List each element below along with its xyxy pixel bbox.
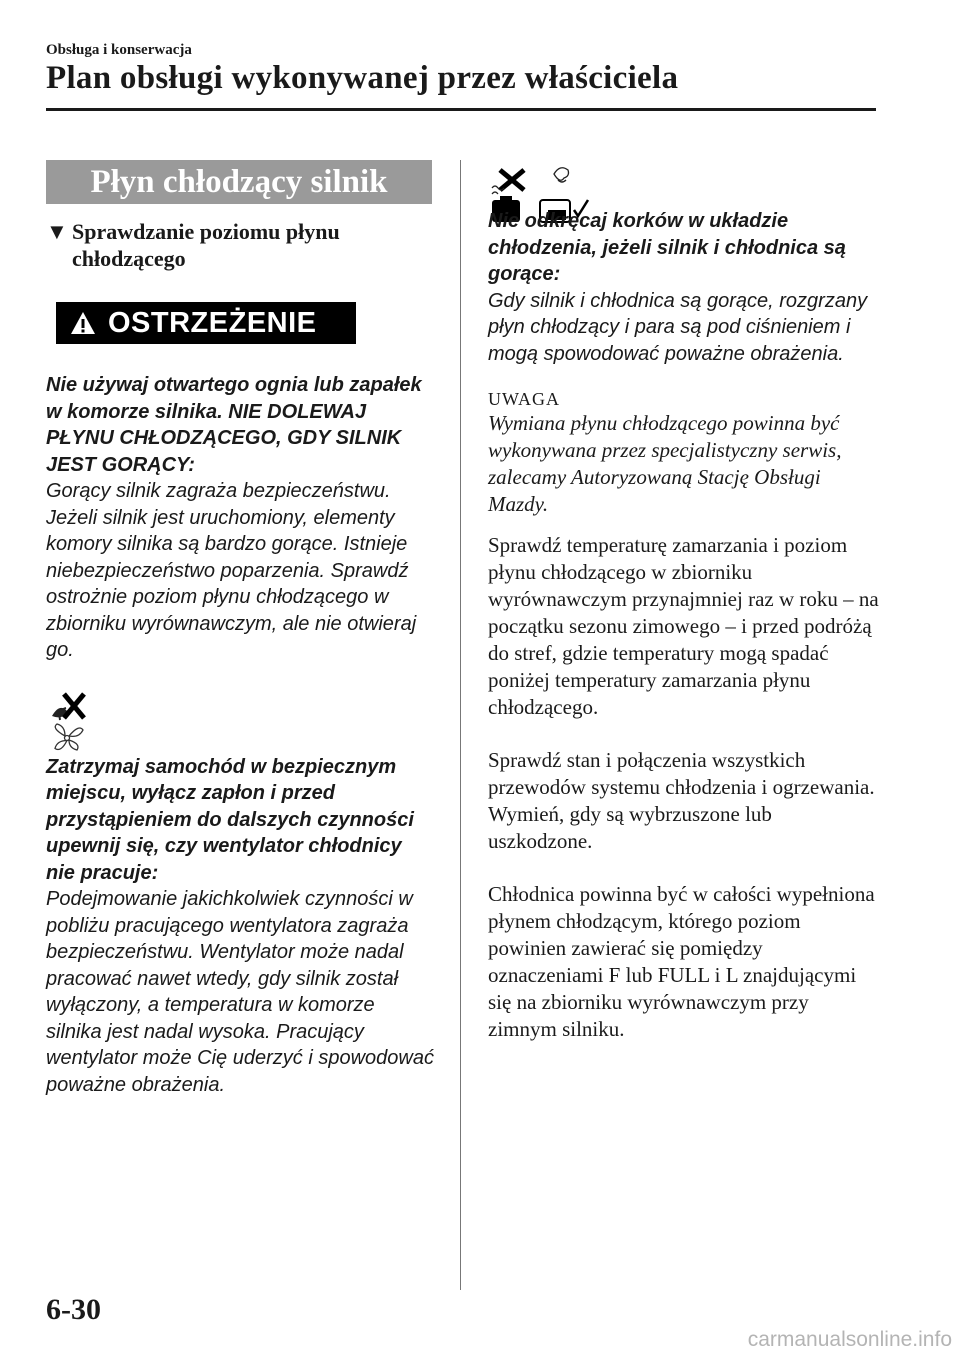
warning-block-3 xyxy=(488,160,880,367)
left-column xyxy=(46,160,434,1098)
warning-triangle-icon xyxy=(70,311,96,335)
paragraph-3: Wymień, gdy są wybrzuszone lub uszkodzone. xyxy=(488,802,772,853)
warning-1-body: Gorący silnik zagraża bezpieczeństwu. Jeżeli silnik jest uruchomiony, elementy komory silnika są bardzo gorące. Istnieje niebezpieczeństwo poparzenia. Sprawdź ostrożnie poziom płynu chłodzącego w zbiorniku wyrównawczym, ale nie otwieraj go. xyxy=(46,480,417,661)
subheading xyxy=(46,218,434,272)
warning-3-body: Gdy silnik i chłodnica są gorące, rozgrzany płyn chłodzący i para są pod ciśnieniem i mogą spowodować poważne obrażenia. xyxy=(488,289,868,365)
note-body: Wymiana płynu chłodzącego powinna być wykonywana przez specjalistyczny serwis, zalecamy Autoryzowaną Stację Obsługi Mazdy. xyxy=(488,411,842,516)
topic-bar: Płyn chłodzący silnik xyxy=(46,160,432,204)
warning-3-bold: Nie odkręcaj korków w układzie chłodzenia, jeżeli silnik i chłodnica są gorące: xyxy=(488,210,846,285)
subheading-text: Sprawdzanie poziomu płynu chłodzącego xyxy=(72,219,340,271)
warning-2-bold: Zatrzymaj samochód w bezpiecznym miejscu, wyłącz zapłon i przed przystąpieniem do dalszych czynności upewnij się, czy wentylator chłodnicy nie pracuje: xyxy=(46,755,414,884)
warning-block-1 xyxy=(46,372,434,664)
page-title: Plan obsługi wykonywanej przez właściciela xyxy=(46,60,679,96)
section-label: Obsługa i konserwacja xyxy=(46,42,192,58)
right-column xyxy=(488,160,880,1043)
warning-block-2 xyxy=(46,692,434,1099)
page-number: 6-30 xyxy=(46,1293,101,1326)
warning-1-bold: Nie używaj otwartego ognia lub zapałek w komorze silnika. NIE DOLEWAJ PŁYNU CHŁODZĄCEGO, GDY SILNIK JEST GORĄCY: xyxy=(46,374,422,476)
column-divider xyxy=(460,160,461,1290)
note-label: UWAGA xyxy=(488,389,560,409)
triangle-marker-icon: ▼ xyxy=(46,219,68,244)
watermark: carmanualsonline.info xyxy=(747,1328,952,1351)
warning-label-box xyxy=(56,302,356,344)
warning-2-body: Podejmowanie jakichkolwiek czynności w pobliżu pracującego wentylatora zagraża bezpieczeństwu. Wentylator może nadal pracować nawet wtedy, gdy silnik został wyłączony, a temperatura w komorze silnika jest nadal wysoka. Pracujący wentylator może Cię uderzyć i spowodować poważne obrażenia. xyxy=(46,888,434,1096)
fan-prohibited-icon xyxy=(46,692,434,754)
title-rule xyxy=(46,108,876,111)
paragraph-2: Sprawdź stan i połączenia wszystkich przewodów systemu chłodzenia i ogrzewania. xyxy=(488,748,875,799)
paragraph-4: Chłodnica powinna być w całości wypełniona płynem chłodzącym, którego poziom powinien zawierać się pomiędzy oznaczeniami F lub FULL i L znajdującymi się na zbiorniku wyrównawczym przy zimnym silniku. xyxy=(488,882,875,1041)
paragraph-1: Sprawdź temperaturę zamarzania i poziom płynu chłodzącego w zbiorniku wyrównawczym przynajmniej raz w roku – na początku sezonu zimowego – i przed podróżą do stref, gdzie temperatury mogą spadać poniżej temperatury zamarzania płynu chłodzącego. xyxy=(488,533,879,719)
warning-label: OSTRZEŻENIE xyxy=(108,306,317,339)
